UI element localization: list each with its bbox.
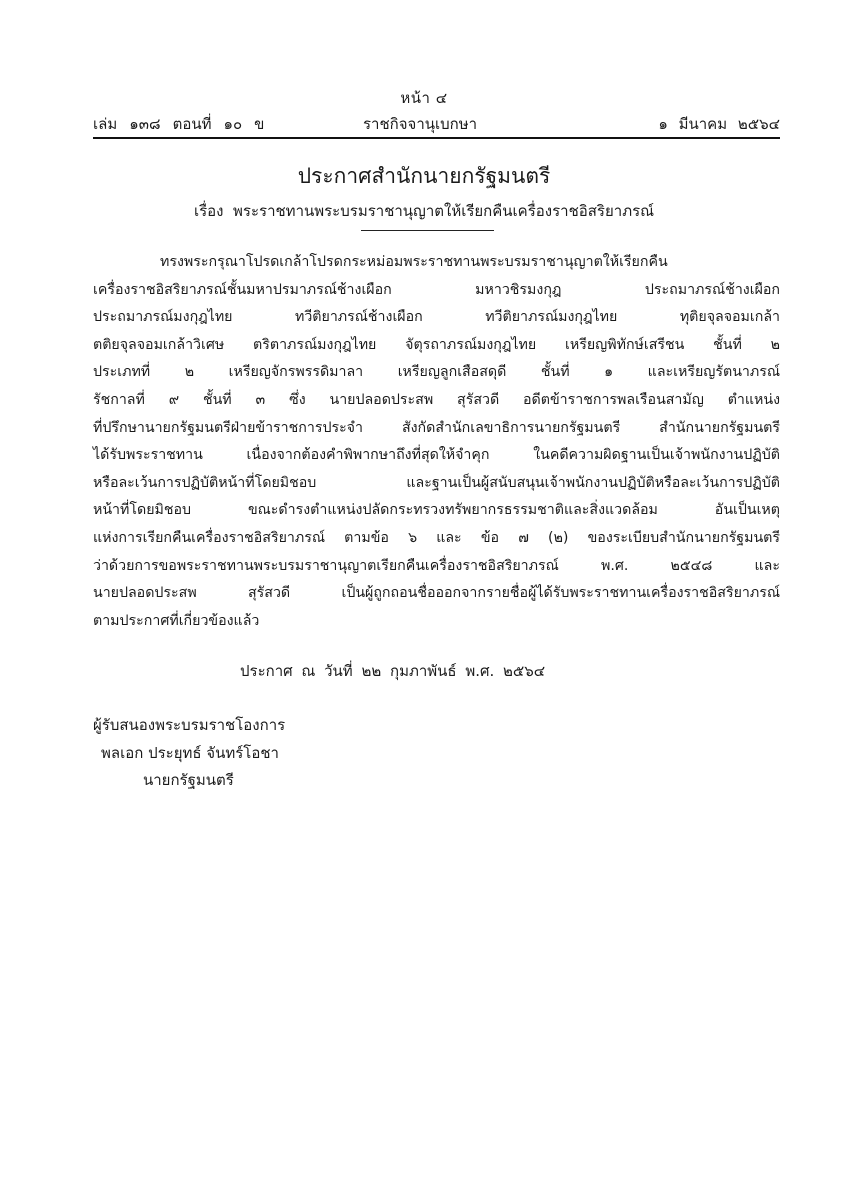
subject-label: เรื่อง xyxy=(193,202,224,220)
publication-date: ๑ มีนาคม ๒๕๖๔ xyxy=(658,115,780,133)
volume-label: เล่ม xyxy=(93,115,118,133)
document-subject xyxy=(0,199,848,223)
issue-label: ตอนที่ xyxy=(172,115,212,133)
volume-issue-info xyxy=(93,112,276,136)
body-line: นายปลอดประสพ สุรัสวดี เป็นผู้ถูกถอนชื่อออกจากรายชื่อผู้ได้รับพระราชทานเครื่องราชอิสริยาภรณ์ xyxy=(93,585,780,602)
body-line: ตติยจุลจอมเกล้าวิเศษ ตริตาภรณ์มงกุฎไทย จัตุรถาภรณ์มงกุฎไทย เหรียญพิทักษ์เสรีชน ชั้นที่ ๒ xyxy=(93,336,780,353)
body-line: ทรงพระกรุณาโปรดเกล้าโปรดกระหม่อมพระราชทานพระบรมราชานุญาตให้เรียกคืน xyxy=(160,254,668,270)
issue-number: ๑๐ xyxy=(223,115,243,133)
signatory-name: พลเอก ประยุทธ์ จันทร์โอชา xyxy=(101,743,279,762)
publication-name: ราชกิจจานุเบกษา xyxy=(363,115,478,133)
body-line: แห่งการเรียกคืนเครื่องราชอิสริยาภรณ์ ตามข้อ ๖ และ ข้อ ๗ (๒) ของระเบียบสำนักนายกรัฐมนตรี xyxy=(93,529,780,546)
body-line: เครื่องราชอิสริยาภรณ์ชั้นมหาปรมาภรณ์ช้างเผือก มหาวชิรมงกุฎ ประถมาภรณ์ช้างเผือก xyxy=(93,281,780,298)
body-line: หรือละเว้นการปฏิบัติหน้าที่โดยมิชอบ และฐานเป็นผู้สนับสนุนเจ้าพนักงานปฏิบัติหรือละเว้นการปฏิบัติ xyxy=(93,474,780,491)
document-title: ประกาศสำนักนายกรัฐมนตรี xyxy=(297,164,551,188)
body-line: รัชกาลที่ ๙ ชั้นที่ ๓ ซึ่ง นายปลอดประสพ สุรัสวดี อดีตข้าราชการพลเรือนสามัญ ตำแหน่ง xyxy=(93,391,780,408)
volume-number: ๑๓๘ xyxy=(129,115,161,133)
document-body xyxy=(93,249,780,635)
announcement-date: ประกาศ ณ วันที่ ๒๒ กุมภาพันธ์ พ.ศ. ๒๕๖๔ xyxy=(240,662,546,680)
countersign-label: ผู้รับสนองพระบรมราชโองการ xyxy=(93,716,286,734)
signature-block xyxy=(93,712,285,795)
section-letter: ข xyxy=(254,115,265,133)
page-number: หน้า ๔ xyxy=(400,89,448,107)
signatory-position: นายกรัฐมนตรี xyxy=(143,771,234,790)
body-line: ที่ปรึกษานายกรัฐมนตรีฝ่ายข้าราชการประจำ สังกัดสำนักเลขาธิการนายกรัฐมนตรี สำนักนายกรัฐมนตรี xyxy=(93,419,780,436)
body-line: ได้รับพระราชทาน เนื่องจากต้องคำพิพากษาถึงที่สุดให้จำคุก ในคดีความผิดฐานเป็นเจ้าพนักงานปฏิบัติ xyxy=(93,447,780,464)
body-line: ประเภทที่ ๒ เหรียญจักรพรรดิมาลา เหรียญลูกเสือสดุดี ชั้นที่ ๑ และเหรียญรัตนาภรณ์ xyxy=(93,364,780,381)
gazette-header xyxy=(93,112,780,134)
body-line: ประถมาภรณ์มงกุฎไทย ทวีติยาภรณ์ช้างเผือก ทวีติยาภรณ์มงกุฎไทย ทุติยจุลจอมเกล้า xyxy=(93,309,780,326)
body-line: ว่าด้วยการขอพระราชทานพระบรมราชานุญาตเรียกคืนเครื่องราชอิสริยาภรณ์ พ.ศ. ๒๕๔๘ และ xyxy=(93,557,780,574)
header-divider xyxy=(93,137,780,139)
subject-text: พระราชทานพระบรมราชานุญาตให้เรียกคืนเครื่องราชอิสริยาภรณ์ xyxy=(233,202,655,220)
body-line: ตามประกาศที่เกี่ยวข้องแล้ว xyxy=(93,612,260,629)
body-line: หน้าที่โดยมิชอบ ขณะดำรงตำแหน่งปลัดกระทรวงทรัพยากรธรรมชาติและสิ่งแวดล้อม อันเป็นเหตุ xyxy=(93,502,780,519)
subject-divider xyxy=(361,230,494,231)
